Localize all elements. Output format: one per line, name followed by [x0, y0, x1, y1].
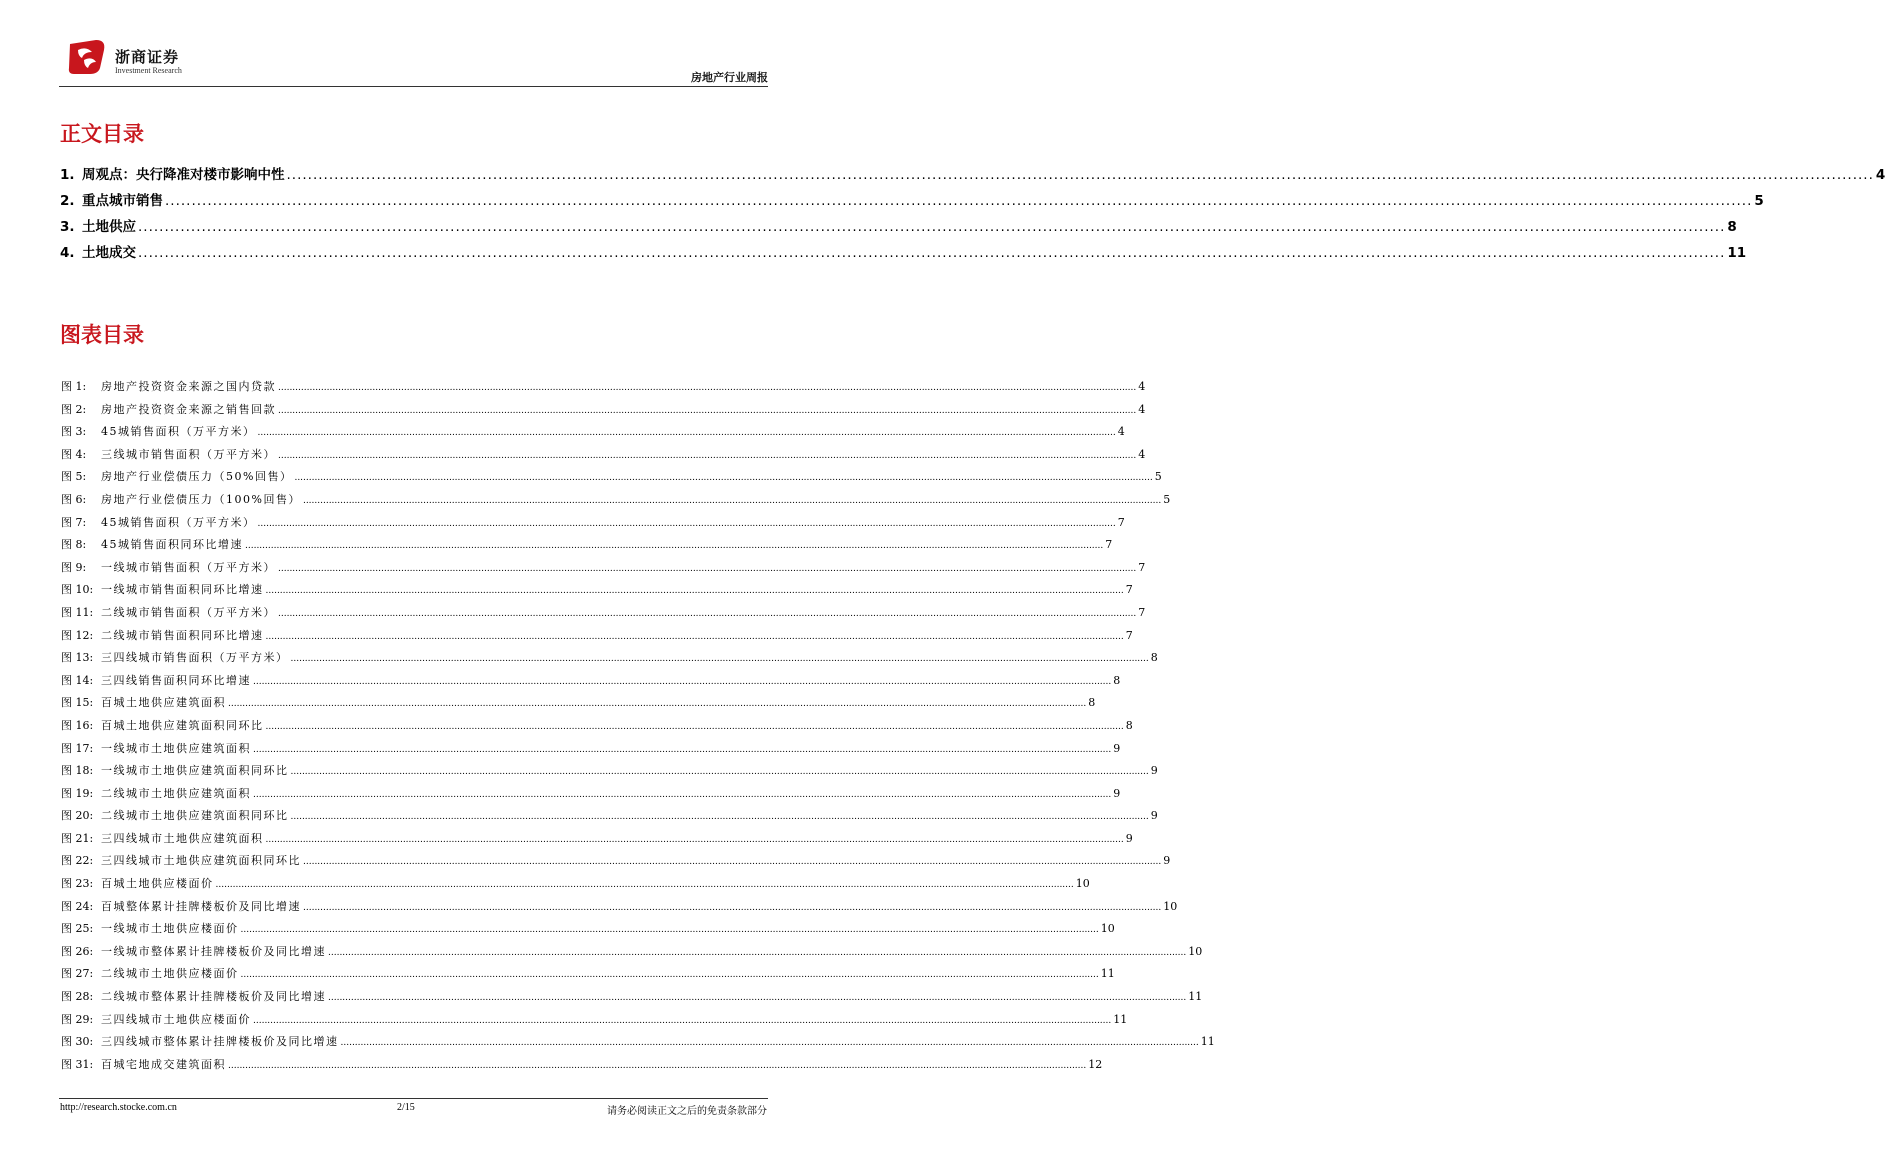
dot-leader: ............................................................................................................................................................................................................................................................................................................	[328, 947, 1187, 958]
figure-item-number: 图 13:	[61, 651, 94, 665]
figure-item-title: 一线城市土地供应建筑面积	[101, 741, 251, 755]
dot-leader: ............................................................................................................................................................................................................................................................................................................	[294, 473, 1153, 484]
figure-item-title: 一线城市土地供应楼面价	[101, 922, 239, 936]
dot-leader: ............................................................................................................................................................................................................................................................................................................	[138, 245, 1726, 261]
toc-item-number: 1.	[60, 167, 75, 183]
dot-leader: ............................................................................................................................................................................................................................................................................................................	[290, 767, 1149, 778]
company-name-cn: 浙商证券	[115, 48, 180, 66]
figure-item-page: 9	[1125, 831, 1133, 845]
dot-leader: ............................................................................................................................................................................................................................................................................................................	[278, 383, 1137, 393]
figure-item-number: 图 5:	[61, 470, 87, 484]
figure-item-number: 图 31:	[61, 1057, 94, 1071]
figure-item-page: 7	[1117, 515, 1125, 529]
dot-leader: ............................................................................................................................................................................................................................................................................................................	[138, 219, 1726, 235]
figure-item-title: 一线城市销售面积（万平方米）	[101, 560, 276, 574]
figure-item-page: 7	[1138, 560, 1146, 574]
figure-item-page: 12	[1088, 1057, 1103, 1071]
figure-item-page: 7	[1138, 605, 1146, 619]
figure-list-item[interactable]	[61, 627, 1133, 650]
figure-list-item[interactable]	[61, 604, 1146, 627]
figure-list-item[interactable]	[61, 852, 1171, 875]
toc-item-title: 周观点：央行降准对楼市影响中性	[82, 167, 285, 183]
figure-item-number: 图 29:	[61, 1012, 94, 1026]
toc-item-page: 11	[1727, 245, 1747, 261]
figure-item-number: 图 2:	[61, 402, 87, 416]
dot-leader: ............................................................................................................................................................................................................................................................................................................	[253, 744, 1112, 755]
dot-leader: ............................................................................................................................................................................................................................................................................................................	[290, 654, 1149, 665]
figure-item-number: 图 12:	[61, 628, 94, 642]
toc-item-title: 土地供应	[82, 219, 136, 235]
figure-list-item[interactable]	[61, 581, 1133, 604]
dot-leader: ............................................................................................................................................................................................................................................................................................................	[302, 495, 1162, 506]
dot-leader: ............................................................................................................................................................................................................................................................................................................	[328, 993, 1187, 1004]
figure-list-item[interactable]	[61, 1011, 1128, 1034]
figure-item-title: 三四线销售面积同环比增速	[101, 673, 251, 687]
figure-item-title: 三四线城市销售面积（万平方米）	[101, 651, 289, 665]
figure-list-item[interactable]	[61, 943, 1203, 966]
figure-list-item[interactable]	[61, 559, 1146, 582]
dot-leader: ............................................................................................................................................................................................................................................................................................................	[286, 167, 1874, 183]
figure-item-number: 图 23:	[61, 877, 94, 891]
figure-item-page: 11	[1188, 990, 1203, 1004]
page-indicator: 2/15	[397, 1102, 415, 1113]
figure-item-title: 一线城市土地供应建筑面积同环比	[101, 764, 289, 778]
dot-leader: ............................................................................................................................................................................................................................................................................................................	[265, 631, 1124, 642]
figure-list-item[interactable]	[61, 694, 1096, 717]
figure-item-number: 图 17:	[61, 741, 94, 755]
figure-item-number: 图 22:	[61, 854, 94, 868]
figure-item-title: 45城销售面积同环比增速	[101, 538, 243, 552]
figure-item-page: 8	[1113, 673, 1121, 687]
dot-leader: ............................................................................................................................................................................................................................................................................................................	[257, 518, 1116, 529]
figure-item-number: 图 4:	[61, 447, 87, 461]
figure-item-number: 图 20:	[61, 809, 94, 823]
dot-leader: ............................................................................................................................................................................................................................................................................................................	[228, 699, 1087, 710]
figure-item-page: 7	[1105, 538, 1113, 552]
figure-item-page: 8	[1088, 696, 1096, 710]
figure-item-page: 9	[1113, 741, 1121, 755]
figure-item-title: 二线城市土地供应建筑面积同环比	[101, 809, 289, 823]
dot-leader: ............................................................................................................................................................................................................................................................................................................	[278, 405, 1137, 416]
figure-list-item[interactable]	[61, 446, 1146, 469]
figure-list-item[interactable]	[61, 988, 1203, 1011]
report-type-label: 房地产行业周报	[691, 71, 768, 84]
figure-list-item[interactable]	[61, 1033, 1215, 1056]
figure-list	[61, 378, 1215, 1078]
figure-item-title: 三四线城市土地供应建筑面积	[101, 831, 264, 845]
figure-item-page: 10	[1075, 877, 1090, 891]
figure-item-title: 百城土地供应建筑面积同环比	[101, 718, 264, 732]
figure-list-item[interactable]	[61, 762, 1158, 785]
toc-item-number: 4.	[60, 245, 75, 261]
figure-list-item[interactable]	[61, 920, 1115, 943]
toc-item[interactable]	[60, 241, 1747, 267]
figure-item-title: 45城销售面积（万平方米）	[101, 515, 256, 529]
figure-item-page: 4	[1138, 380, 1146, 393]
figure-item-page: 8	[1150, 651, 1158, 665]
dot-leader: ............................................................................................................................................................................................................................................................................................................	[303, 857, 1162, 868]
dot-leader: ............................................................................................................................................................................................................................................................................................................	[265, 586, 1124, 597]
figure-item-number: 图 7:	[61, 515, 87, 529]
footer-disclaimer: 请务必阅读正文之后的免责条款部分	[607, 1106, 767, 1117]
dot-leader: ............................................................................................................................................................................................................................................................................................................	[165, 193, 1753, 209]
figure-list-item[interactable]	[61, 491, 1171, 514]
figure-item-title: 一线城市整体累计挂牌楼板价及同比增速	[101, 944, 326, 958]
figure-item-page: 11	[1100, 967, 1115, 981]
figure-item-page: 8	[1125, 718, 1133, 732]
dot-leader: ............................................................................................................................................................................................................................................................................................................	[290, 812, 1149, 823]
figure-item-number: 图 9:	[61, 560, 87, 574]
figure-item-page: 10	[1163, 899, 1178, 913]
figure-item-page: 10	[1100, 922, 1115, 936]
figure-item-title: 三线城市销售面积（万平方米）	[101, 447, 276, 461]
figure-item-page: 9	[1150, 764, 1158, 778]
figure-list-item[interactable]	[61, 649, 1158, 672]
toc-title: 正文目录	[60, 122, 144, 146]
figure-item-title: 二线城市销售面积同环比增速	[101, 628, 264, 642]
figure-list-item[interactable]	[61, 672, 1121, 695]
figure-item-title: 二线城市整体累计挂牌楼板价及同比增速	[101, 990, 326, 1004]
toc-item[interactable]	[60, 215, 1737, 241]
company-logo-icon	[66, 38, 108, 76]
figure-list-item[interactable]	[61, 1056, 1103, 1079]
dot-leader: ............................................................................................................................................................................................................................................................................................................	[253, 789, 1112, 800]
figure-item-number: 图 21:	[61, 831, 94, 845]
figure-item-number: 图 24:	[61, 899, 94, 913]
toc-item-number: 2.	[60, 193, 75, 209]
figure-item-title: 二线城市土地供应建筑面积	[101, 786, 251, 800]
dot-leader: ............................................................................................................................................................................................................................................................................................................	[278, 563, 1137, 574]
figure-item-page: 9	[1163, 854, 1171, 868]
figure-list-item[interactable]	[61, 514, 1125, 537]
figure-item-number: 图 1:	[61, 380, 87, 393]
figure-item-page: 10	[1188, 944, 1203, 958]
dot-leader: ............................................................................................................................................................................................................................................................................................................	[240, 970, 1099, 981]
figure-item-number: 图 27:	[61, 967, 94, 981]
figure-item-page: 9	[1150, 809, 1158, 823]
figure-list-item[interactable]	[61, 875, 1090, 898]
figure-item-title: 百城整体累计挂牌楼板价及同比增速	[101, 899, 301, 913]
figure-item-number: 图 28:	[61, 990, 94, 1004]
figure-item-number: 图 30:	[61, 1035, 94, 1049]
figure-item-title: 百城土地供应建筑面积	[101, 696, 226, 710]
figure-item-page: 4	[1138, 402, 1146, 416]
header-divider	[59, 86, 768, 87]
figure-item-title: 百城宅地成交建筑面积	[101, 1057, 226, 1071]
figure-item-number: 图 15:	[61, 696, 94, 710]
figure-list-item[interactable]	[61, 536, 1113, 559]
toc-item-page: 5	[1754, 193, 1764, 209]
dot-leader: ............................................................................................................................................................................................................................................................................................................	[303, 902, 1162, 913]
figure-list-item[interactable]	[61, 378, 1146, 401]
toc-item-page: 4	[1875, 167, 1885, 183]
figure-list-item[interactable]	[61, 785, 1121, 808]
dot-leader: ............................................................................................................................................................................................................................................................................................................	[228, 1060, 1087, 1071]
figure-list-item[interactable]	[61, 898, 1178, 921]
dot-leader: ............................................................................................................................................................................................................................................................................................................	[215, 880, 1074, 891]
footer-divider	[59, 1098, 768, 1099]
dot-leader: ............................................................................................................................................................................................................................................................................................................	[257, 428, 1116, 439]
company-name-en: Investment Research	[115, 66, 182, 75]
figure-list-item[interactable]	[61, 830, 1133, 853]
figure-item-title: 三四线城市土地供应楼面价	[101, 1012, 251, 1026]
figure-item-title: 房地产投资资金来源之销售回款	[101, 402, 276, 416]
figure-item-title: 45城销售面积（万平方米）	[101, 425, 256, 439]
dot-leader: ............................................................................................................................................................................................................................................................................................................	[253, 1015, 1112, 1026]
figure-item-number: 图 3:	[61, 425, 87, 439]
figure-item-title: 房地产行业偿债压力（100%回售）	[101, 492, 301, 506]
dot-leader: ............................................................................................................................................................................................................................................................................................................	[265, 721, 1124, 732]
toc-item-title: 重点城市销售	[82, 193, 163, 209]
figure-item-number: 图 11:	[61, 605, 94, 619]
toc-item-number: 3.	[60, 219, 75, 235]
toc-list	[60, 163, 1885, 267]
figure-item-number: 图 14:	[61, 673, 94, 687]
figure-list-item[interactable]	[61, 423, 1125, 446]
figure-list-item[interactable]	[61, 740, 1121, 763]
figure-list-item[interactable]	[61, 468, 1162, 491]
figure-item-title: 百城土地供应楼面价	[101, 877, 214, 891]
dot-leader: ............................................................................................................................................................................................................................................................................................................	[278, 608, 1137, 619]
figure-item-title: 房地产投资资金来源之国内贷款	[101, 380, 276, 393]
figure-item-page: 4	[1117, 425, 1125, 439]
figure-item-title: 二线城市土地供应楼面价	[101, 967, 239, 981]
figure-item-title: 房地产行业偿债压力（50%回售）	[101, 470, 293, 484]
figure-item-page: 9	[1113, 786, 1121, 800]
figure-item-page: 5	[1154, 470, 1162, 484]
figure-list-item[interactable]	[61, 401, 1146, 424]
figure-item-number: 图 8:	[61, 538, 87, 552]
dot-leader: ............................................................................................................................................................................................................................................................................................................	[245, 541, 1104, 552]
figure-item-number: 图 25:	[61, 922, 94, 936]
toc-item-page: 8	[1727, 219, 1737, 235]
toc-item[interactable]	[60, 163, 1885, 189]
dot-leader: ............................................................................................................................................................................................................................................................................................................	[278, 450, 1137, 461]
footer-url-link[interactable]: http://research.stocke.com.cn	[60, 1102, 177, 1113]
figure-item-page: 11	[1200, 1035, 1215, 1049]
figure-item-title: 二线城市销售面积（万平方米）	[101, 605, 276, 619]
toc-item[interactable]	[60, 189, 1764, 215]
figure-item-page: 4	[1138, 447, 1146, 461]
figure-list-item[interactable]	[61, 807, 1158, 830]
figure-item-page: 7	[1125, 628, 1133, 642]
figure-list-item[interactable]	[61, 965, 1115, 988]
toc-item-title: 土地成交	[82, 245, 136, 261]
figure-item-number: 图 10:	[61, 583, 94, 597]
dot-leader: ............................................................................................................................................................................................................................................................................................................	[265, 834, 1124, 845]
figure-item-title: 三四线城市土地供应建筑面积同环比	[101, 854, 301, 868]
figure-item-number: 图 19:	[61, 786, 94, 800]
figure-item-page: 11	[1113, 1012, 1128, 1026]
dot-leader: ............................................................................................................................................................................................................................................................................................................	[340, 1038, 1199, 1049]
figure-item-title: 三四线城市整体累计挂牌楼板价及同比增速	[101, 1035, 339, 1049]
figure-toc-title: 图表目录	[60, 323, 144, 347]
figure-item-number: 图 16:	[61, 718, 94, 732]
figure-item-page: 5	[1163, 492, 1171, 506]
dot-leader: ............................................................................................................................................................................................................................................................................................................	[253, 676, 1112, 687]
figure-item-number: 图 6:	[61, 492, 87, 506]
figure-item-page: 7	[1125, 583, 1133, 597]
dot-leader: ............................................................................................................................................................................................................................................................................................................	[240, 925, 1099, 936]
figure-item-number: 图 18:	[61, 764, 94, 778]
figure-list-item[interactable]	[61, 717, 1133, 740]
figure-item-title: 一线城市销售面积同环比增速	[101, 583, 264, 597]
figure-item-number: 图 26:	[61, 944, 94, 958]
